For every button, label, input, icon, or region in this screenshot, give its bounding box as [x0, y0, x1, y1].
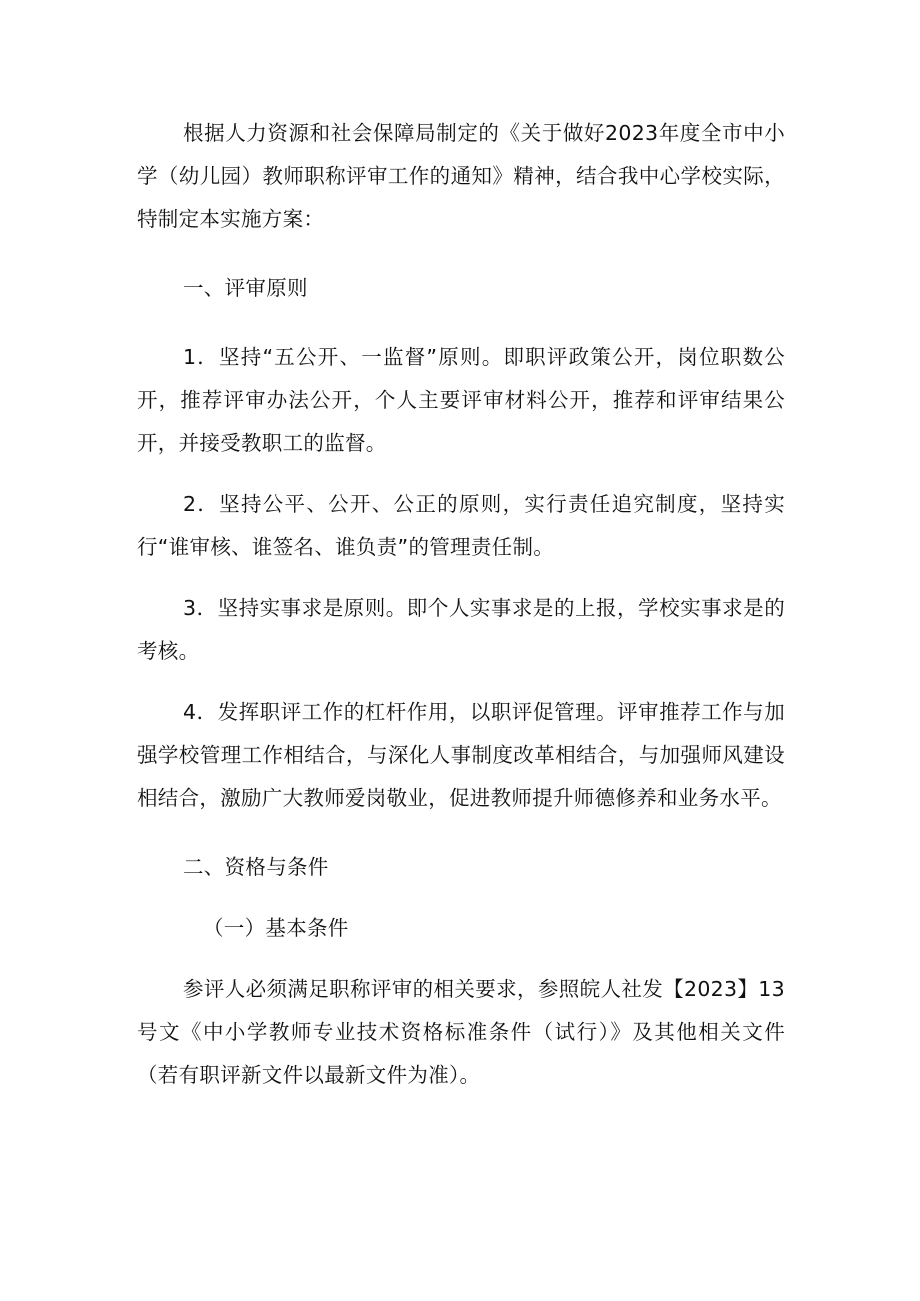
subsection-heading-basic-conditions: （一）基本条件	[203, 916, 349, 940]
document-body	[137, 112, 785, 1097]
principle-item-2: 2．坚持公平、公开、公正的原则，实行责任追究制度，坚持实行“谁审核、谁签名、谁负责”的管理责任制。	[137, 492, 785, 559]
section-heading-principles: 一、评审原则	[183, 276, 308, 300]
principle-item-1: 1．坚持“五公开、一监督”原则。即职评政策公开，岗位职数公开，推荐评审办法公开，个人主要评审材料公开，推荐和评审结果公开，并接受教职工的监督。	[137, 345, 785, 455]
intro-paragraph: 根据人力资源和社会保障局制定的《关于做好2023年度全市中小学（幼儿园）教师职称评审工作的通知》精神，结合我中心学校实际，特制定本实施方案：	[137, 121, 785, 231]
basic-conditions-paragraph: 参评人必须满足职称评审的相关要求，参照皖人社发【2023】13号文《中小学教师专业技术资格标准条件（试行）》及其他相关文件（若有职评新文件以最新文件为准）。	[137, 977, 785, 1087]
principle-item-3: 3．坚持实事求是原则。即个人实事求是的上报，学校实事求是的考核。	[137, 596, 785, 663]
section-heading-qualifications: 二、资格与条件	[183, 855, 329, 879]
principle-item-4: 4．发挥职评工作的杠杆作用，以职评促管理。评审推荐工作与加强学校管理工作相结合，与深化人事制度改革相结合，与加强师风建设相结合，激励广大教师爱岗敬业，促进教师提升师德修养和业务水平。	[137, 700, 785, 810]
